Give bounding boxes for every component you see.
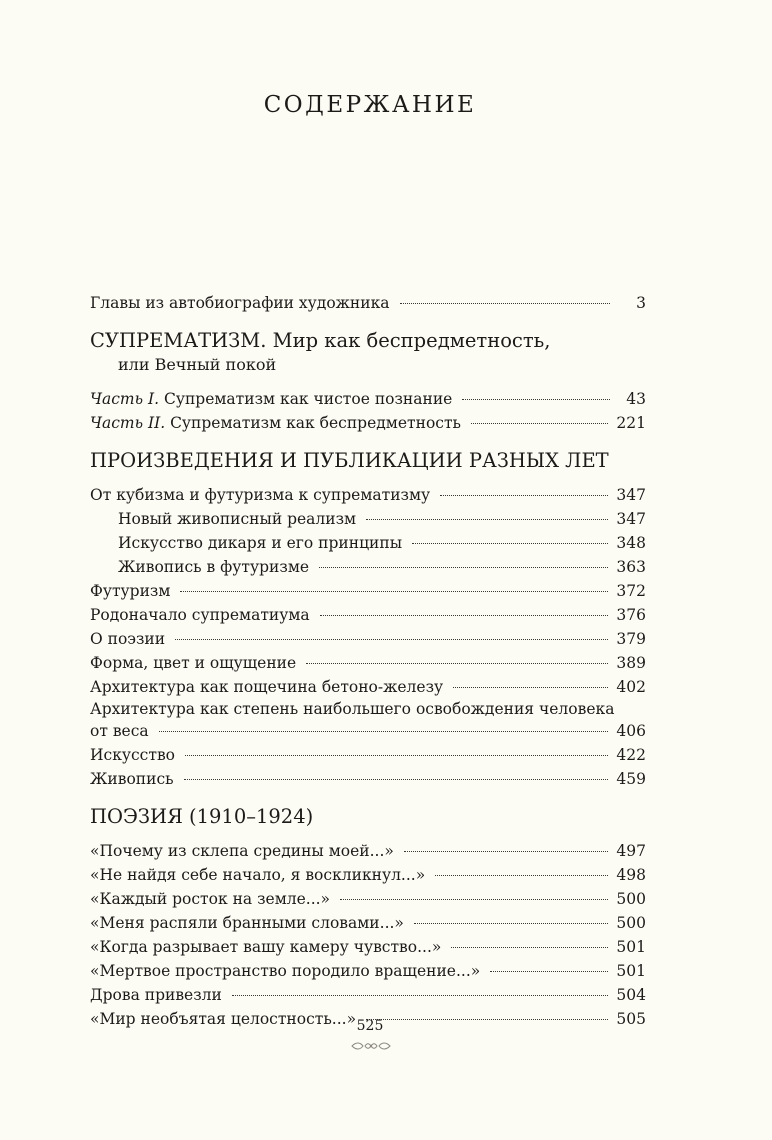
toc-entry-label-line-1: Архитектура как степень наибольшего освобождения человека	[90, 700, 615, 718]
toc-entry[interactable]	[90, 743, 646, 767]
toc-entry-label-line-2: от веса	[90, 722, 149, 740]
toc-entry-label: «Каждый росток на земле...»	[90, 890, 331, 908]
dot-leader	[320, 615, 609, 616]
toc-entry[interactable]	[90, 911, 646, 935]
toc-entry-label: «Когда разрывает вашу камеру чувство...»	[90, 938, 442, 956]
toc-page-number: 498	[616, 866, 646, 884]
toc-page-number: 500	[616, 914, 646, 932]
toc-page-number: 505	[616, 1010, 646, 1028]
toc-entry[interactable]	[90, 531, 646, 555]
toc-entry[interactable]	[90, 507, 646, 531]
toc-page-number: 376	[616, 606, 646, 624]
toc-page-number: 504	[616, 986, 646, 1004]
toc-page-number: 406	[616, 722, 646, 740]
dot-leader	[404, 851, 609, 852]
section-heading-suprematism	[90, 329, 646, 377]
toc-entry[interactable]	[90, 603, 646, 627]
dot-leader	[185, 755, 608, 756]
toc-page-number: 3	[636, 294, 646, 312]
toc-entry-label	[90, 387, 452, 411]
section-heading-poetry: ПОЭЗИЯ (1910–1924)	[90, 805, 314, 828]
toc-entry-label: «Мир необъятая целостность...»	[90, 1010, 357, 1028]
dot-leader	[453, 687, 608, 688]
toc-entry-label: Главы из автобиографии художника	[90, 294, 390, 312]
toc-entry-label: Дрова привезли	[90, 986, 222, 1004]
toc-entry[interactable]	[90, 555, 646, 579]
toc-entry-label: «Не найдя себе начало, я воскликнул...»	[90, 866, 426, 884]
toc-entry-label: Живопись	[90, 770, 174, 788]
part-title: Супрематизм как беспредметность	[165, 414, 461, 432]
dot-leader	[232, 995, 609, 996]
toc-entry[interactable]	[90, 579, 646, 603]
toc-entry-line-2	[90, 719, 646, 743]
toc-entry[interactable]	[90, 483, 646, 507]
toc-entry-label: Родоначало супрематиума	[90, 606, 310, 624]
dot-leader	[366, 519, 608, 520]
toc-page-number: 501	[616, 938, 646, 956]
dot-leader	[159, 731, 609, 732]
toc-page-number: 501	[616, 962, 646, 980]
dot-leader	[400, 303, 610, 304]
toc-page-number: 348	[616, 534, 646, 552]
toc-page-number: 221	[616, 414, 646, 432]
toc-entry-label: Футуризм	[90, 582, 171, 600]
toc-entry-label: Архитектура как пощечина бетоно-железу	[90, 678, 444, 696]
toc-page-number: 347	[616, 486, 646, 504]
dot-leader	[412, 543, 608, 544]
toc-entry-part-1[interactable]	[90, 387, 646, 411]
toc-page-number: 389	[616, 654, 646, 672]
toc-page-number: 347	[616, 510, 646, 528]
toc-entry[interactable]	[90, 651, 646, 675]
toc-entry-label: «Меня распяли бранными словами...»	[90, 914, 404, 932]
toc-entry-part-2[interactable]	[90, 411, 646, 435]
toc-entry[interactable]	[90, 627, 646, 651]
toc-page-number: 422	[616, 746, 646, 764]
toc-entry-label: «Почему из склепа средины моей...»	[90, 842, 394, 860]
toc-page-number: 372	[616, 582, 646, 600]
toc-entry-label: Форма, цвет и ощущение	[90, 654, 297, 672]
toc-entry[interactable]	[90, 887, 646, 911]
dot-leader	[319, 567, 608, 568]
dot-leader	[175, 639, 608, 640]
toc-page-number: 500	[616, 890, 646, 908]
toc-page-number: 363	[616, 558, 646, 576]
toc-entry[interactable]	[90, 959, 646, 983]
dot-leader	[340, 899, 608, 900]
toc-entry[interactable]	[90, 767, 646, 791]
dot-leader	[471, 423, 608, 424]
section-heading-text: СУПРЕМАТИЗМ. Мир как беспредметность,	[90, 329, 551, 352]
toc-entry-label: Искусство дикаря и его принципы	[118, 534, 403, 552]
toc-entry[interactable]	[90, 935, 646, 959]
dot-leader	[440, 495, 608, 496]
dot-leader	[184, 779, 609, 780]
toc-entry-multiline[interactable]	[90, 699, 646, 743]
dot-leader	[180, 591, 608, 592]
part-title: Супрематизм как чистое познание	[159, 390, 453, 408]
toc-entry-label: Искусство	[90, 746, 176, 764]
floral-ornament-icon	[350, 1040, 392, 1052]
toc-page-number: 402	[616, 678, 646, 696]
toc-entry-label: Новый живописный реализм	[118, 510, 357, 528]
toc-page-number: 43	[626, 390, 646, 408]
toc-page-number: 379	[616, 630, 646, 648]
dot-leader	[435, 875, 608, 876]
toc-page-number: 459	[616, 770, 646, 788]
part-prefix: Часть II.	[90, 414, 166, 432]
dot-leader	[451, 947, 608, 948]
dot-leader	[490, 971, 608, 972]
toc-entry-label: «Мертвое пространство породило вращение...»	[90, 962, 481, 980]
dot-leader	[414, 923, 609, 924]
toc-entry-label: О поэзии	[90, 630, 166, 648]
toc-entry[interactable]	[90, 839, 646, 863]
toc-page-number: 497	[616, 842, 646, 860]
toc-entry-intro[interactable]	[90, 291, 646, 315]
toc-entry-label: Живопись в футуризме	[118, 558, 310, 576]
table-of-contents	[90, 291, 646, 1031]
section-heading-works: ПРОИЗВЕДЕНИЯ И ПУБЛИКАЦИИ РАЗНЫХ ЛЕТ	[90, 449, 609, 472]
toc-entry-label	[90, 411, 461, 435]
toc-entry-label: От кубизма и футуризма к супрематизму	[90, 486, 431, 504]
page-number: 525	[356, 1018, 384, 1034]
toc-entry[interactable]	[90, 983, 646, 1007]
toc-entry[interactable]	[90, 675, 646, 699]
dot-leader	[462, 399, 610, 400]
toc-entry[interactable]	[90, 863, 646, 887]
dot-leader	[306, 663, 608, 664]
part-prefix: Часть I.	[90, 390, 160, 408]
page-title: СОДЕРЖАНИЕ	[263, 92, 477, 118]
section-heading-continuation: или Вечный покой	[118, 355, 277, 374]
